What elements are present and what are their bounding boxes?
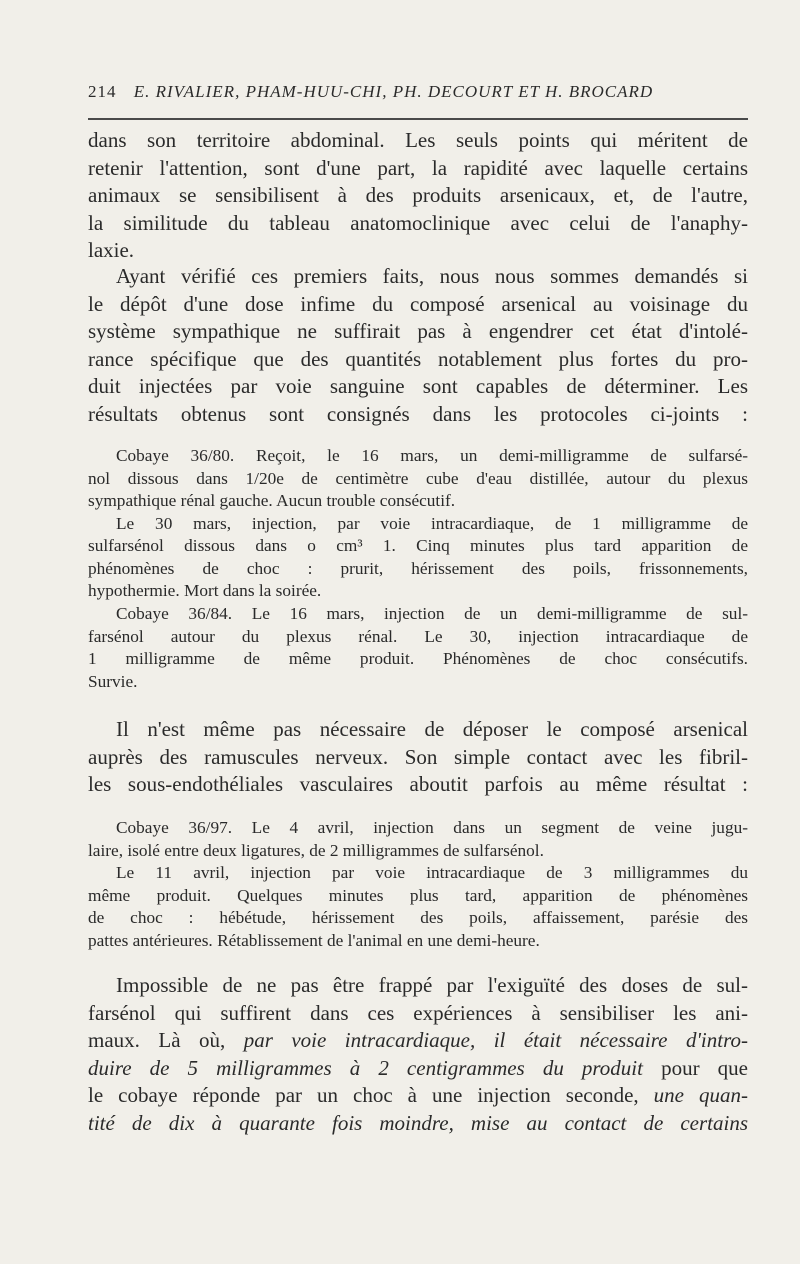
text-line: [88, 1055, 748, 1083]
text-line: animaux se sensibilisent à des produits arsenicaux, et, de l'autre,: [88, 183, 748, 207]
text-line: Survie.: [88, 671, 138, 691]
text-line: farsénol autour du plexus rénal. Le 30, injection intracardiaque de: [88, 626, 748, 646]
text-line: retenir l'attention, sont d'une part, la rapidité avec laquelle certains: [88, 155, 748, 180]
text-line: nol dissous dans 1/20e de centimètre cube d'eau distillée, autour du plexus: [88, 468, 748, 488]
text-line: le dépôt d'une dose infime du composé arsenical au voisinage du: [88, 291, 748, 316]
text-line: résultats obtenus sont consignés dans les protocoles ci-joints :: [88, 401, 748, 426]
italic-run: duire de 5 milligrammes à 2 centigrammes du produit: [88, 1055, 643, 1080]
text-line: rance spécifique que des quantités notablement plus fortes du pro-: [88, 346, 748, 371]
text-line: farsénol qui suffirent dans ces expériences à sensibiliser les ani-: [88, 1000, 748, 1025]
text-line: même produit. Quelques minutes plus tard, apparition de phénomènes: [88, 885, 748, 905]
header-rule: [88, 118, 748, 120]
page-number: 214: [88, 82, 117, 101]
text-line: phénomènes de choc : prurit, hérissement des poils, frissonnements,: [88, 558, 748, 578]
paragraph-2: [88, 263, 748, 428]
text-line: Cobaye 36/97. Le 4 avril, injection dans un segment de veine jugu-: [116, 818, 748, 837]
text-line: système sympathique ne suffirait pas à engendrer cet état d'intolé-: [88, 319, 748, 343]
text-line: Le 11 avril, injection par voie intracardiaque de 3 milligrammes du: [116, 863, 748, 882]
text-line: duit injectées par voie sanguine sont capables de déterminer. Les: [88, 374, 748, 398]
text-line: hypothermie. Mort dans la soirée.: [88, 581, 322, 600]
text-run: le cobaye réponde par un choc à une injection seconde,: [88, 1083, 654, 1107]
protocol-cobaye-36-97: [88, 817, 748, 952]
text-line: Le 30 mars, injection, par voie intracardiaque, de 1 milligramme de: [116, 513, 748, 533]
text-line: 1 milligramme de même produit. Phénomènes de choc consécutifs.: [88, 649, 748, 668]
protocol-cobaye-36-84: [88, 603, 748, 693]
text-line: [88, 1110, 748, 1138]
protocol-cobaye-36-80: [88, 445, 748, 603]
text-line: Cobaye 36/84. Le 16 mars, injection de un demi-milligramme de sul-: [116, 604, 748, 623]
running-header: [88, 82, 748, 102]
text-line: dans son territoire abdominal. Les seuls points qui méritent de: [88, 128, 748, 152]
text-line: Ayant vérifié ces premiers faits, nous nous sommes demandés si: [116, 264, 748, 288]
text-line: auprès des ramuscules nerveux. Son simple contact avec les fibril-: [88, 744, 748, 769]
text-line: sulfarsénol dissous dans o cm³ 1. Cinq minutes plus tard apparition de: [88, 536, 748, 555]
text-line: laire, isolé entre deux ligatures, de 2 milligrammes de sulfarsénol.: [88, 840, 544, 860]
text-line: les sous-endothéliales vasculaires aboutit parfois au même résultat :: [88, 772, 748, 796]
text-line: Impossible de ne pas être frappé par l'exiguïté des doses de sul-: [116, 973, 748, 997]
text-line: la similitude du tableau anatomoclinique avec celui de l'anaphy-: [88, 210, 748, 235]
italic-run: tité de dix à quarante fois moindre, mise au contact de certains: [88, 1110, 748, 1135]
text-line: Il n'est même pas nécessaire de déposer le composé arsenical: [116, 717, 748, 741]
text-run: maux. Là où,: [88, 1028, 244, 1052]
text-line: [88, 1027, 748, 1055]
paragraph-1: [88, 127, 748, 265]
text-line: sympathique rénal gauche. Aucun trouble consécutif.: [88, 491, 456, 510]
italic-run: par voie intracardiaque, il était nécessaire d'intro-: [243, 1028, 748, 1052]
paragraph-3: [88, 716, 748, 799]
text-line: laxie.: [88, 238, 135, 262]
running-title: E. RIVALIER, PHAM-HUU-CHI, PH. DECOURT ET H. BROCARD: [133, 82, 654, 101]
text-run: pour que: [642, 1055, 748, 1080]
text-line: [88, 1082, 748, 1110]
text-line: Cobaye 36/80. Reçoit, le 16 mars, un demi-milligramme de sulfarsé-: [116, 446, 748, 465]
text-line: de choc : hébétude, hérissement des poils, affaissement, parésie des: [88, 908, 748, 927]
paragraph-4: [88, 972, 748, 1137]
text-line: pattes antérieures. Rétablissement de l'animal en une demi-heure.: [88, 930, 540, 950]
italic-run: une quan-: [653, 1083, 748, 1107]
